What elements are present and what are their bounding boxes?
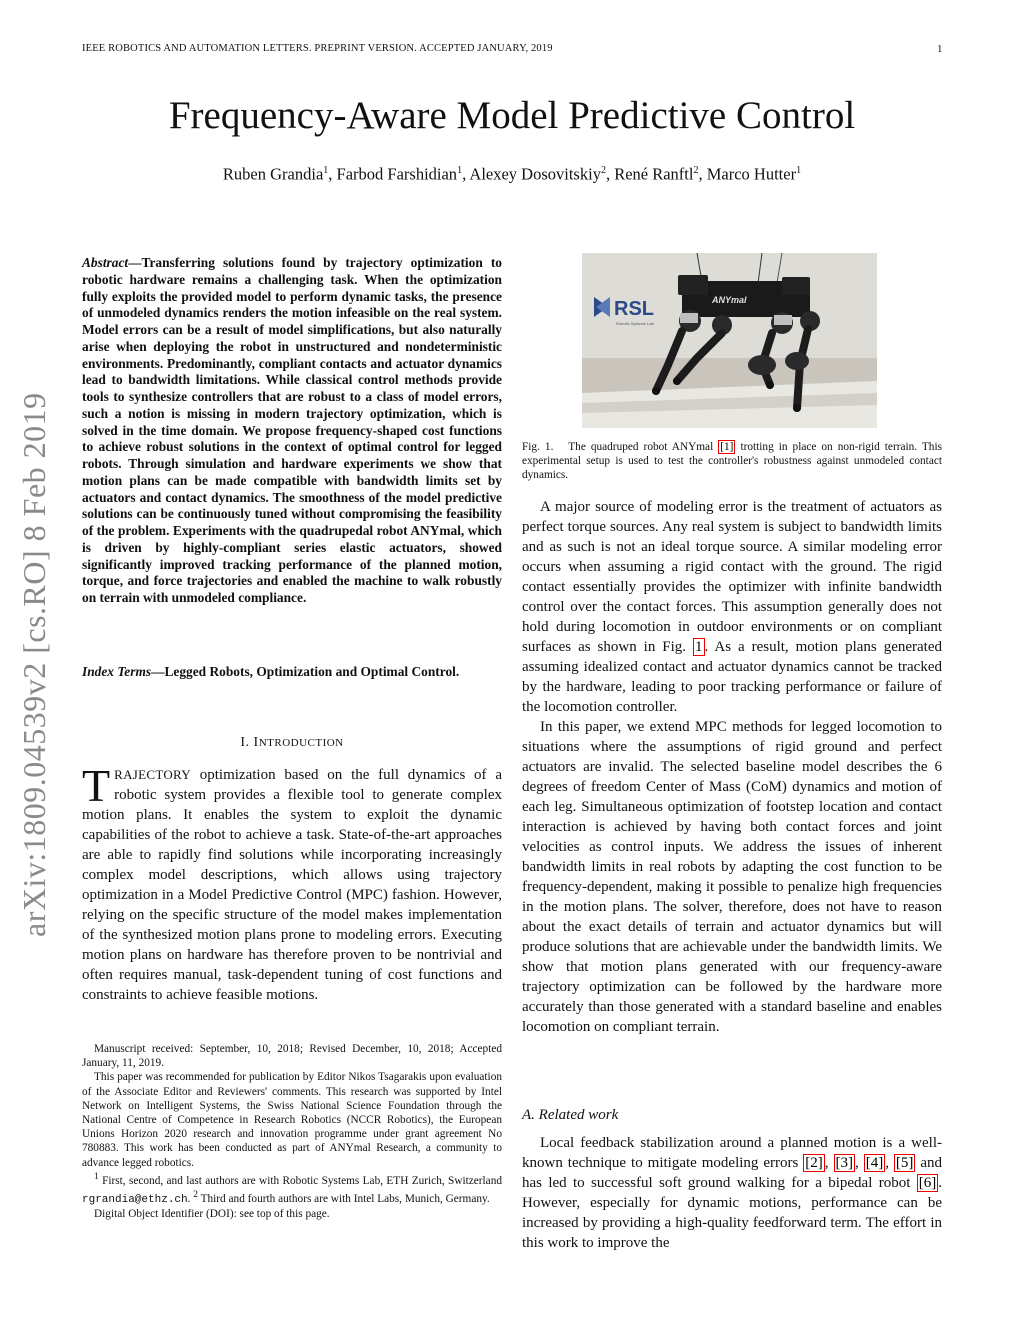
paragraph: A major source of modeling error is the treatment of actuators as perfect torque sources. Any real system is subject to bandwidth limits and as such is not an ideal torque source. A similar modeling error occurs when assuming a rigid contact with the ground. The rigid contact essentially provides the optimizer with infinite bandwidth control over the contact forces. This assumption generally does not hold during locomotion in outdoor environments or on compliant surfaces as shown in Fig. 1 . As a result, motion plans generated assuming idealized contact and actuator dynamics cannot be tracked by the hardware, leading to poor tracking performance or failure of the locomotion controller. <box>522 499 942 715</box>
footnotes <box>82 1042 502 1221</box>
footnote-doi: Digital Object Identifier (DOI): see top of this page. <box>94 1207 330 1220</box>
footnote-received: Manuscript received: September, 10, 2018; Revised December, 10, 2018; Accepted January, 11, 2019. <box>82 1043 502 1070</box>
abstract-label: Abstract <box>82 255 129 270</box>
citation-link[interactable]: [1] <box>720 441 734 453</box>
figure-ref-link[interactable]: 1 <box>695 639 703 655</box>
abstract <box>82 255 502 607</box>
citation-link[interactable]: [4] <box>865 1155 884 1171</box>
index-terms-text: —Legged Robots, Optimization and Optimal Control. <box>151 664 460 679</box>
running-header: IEEE ROBOTICS AND AUTOMATION LETTERS. PREPRINT VERSION. ACCEPTED JANUARY, 2019 <box>82 43 553 54</box>
arxiv-stamp: arXiv:1809.04539v2 [cs.RO] 8 Feb 2019 <box>16 392 52 937</box>
abstract-text: —Transferring solutions found by trajectory optimization to robotic hardware remains a challenging task. When the optimization fully exploits the provided model to perform dynamic tasks, the presence of unmodeled dynamics renders the motion infeasible on the real system. Model errors can be a result of model simplifications, but also naturally arise when deploying the robot in unstructured and nondeterministic environments. Predominantly, compliant contacts and actuator dynamics lead to bandwidth limitations. While classical control methods provide tools to synthesize controllers that are robust to a class of model errors, such a notion is missing in modern trajectory optimization, which is solved in the time domain. We propose frequency-shaped cost functions to achieve robust solutions in the context of optimal control for legged robots. Through simulation and hardware experiments we show that motion plans can be made compatible with bandwidth limits set by actuators and contact dynamics. The smoothness of the model predictive solutions can be continuously tuned without compromising the feasibility of the problem. Experiments with the quadrupedal robot ANYmal, which is driven by highly-compliant series elastic actuators, showed significantly improved tracking performance of the planned motion, torque, and force trajectories and enabled the machine to walk robustly on terrain with unmodeled compliance. <box>82 255 502 605</box>
affiliation-mark: 1 <box>796 165 802 176</box>
citation-link[interactable]: [3] <box>835 1155 853 1171</box>
index-terms-label: Index Terms <box>82 664 152 679</box>
svg-text:Robotic Systems Lab: Robotic Systems Lab <box>616 321 654 326</box>
author: Alexey Dosovitskiy <box>469 164 601 184</box>
author: Ruben Grandia <box>222 164 324 184</box>
author-list: Ruben Grandia$^1$, Farbod Farshidian$^1$, Alexey Dosovitskiy$^2$, René Ranftl$^2$, Marco Hutter$^1$ <box>222 164 802 184</box>
paper-title: Frequency-Aware Model Predictive Control <box>168 94 856 137</box>
robot-label: ANYmal <box>712 295 747 305</box>
robot-photo-illustration <box>582 253 877 428</box>
citation-link[interactable]: [6] <box>918 1175 937 1191</box>
affiliation-mark: 1 <box>457 165 463 176</box>
footnote-affiliations: $^1$ First, second, and last authors are with Robotic Systems Lab, ETH Zurich, Switzerland rgrandia@ethz.ch. $^2$ Third and fourth authors are with Intel Labs, Munich, Germany. <box>82 1171 502 1206</box>
drop-cap: T <box>82 760 111 811</box>
section-heading-introduction: I. INTRODUCTION <box>240 735 344 750</box>
figure-caption: Fig. 1. The quadruped robot ANYmal [1] trotting in place on non-rigid terrain. This experimental setup is used to test the controller's robustness against unmodeled contact dynamics. <box>522 441 942 481</box>
footnote-recommended: This paper was recommended for publication by Editor Nikos Tsagarakis upon evaluation of the Associate Editor and Reviewers' comments. This research was supported by Intel Network on Intelligent Systems, the Swiss National Science Foundation through the National Centre of Competence in Research Robotics (NCCR Robotics), the European Unions Horizon 2020 research and innovation programme under grant agreement No 780883. This work has been conducted as part of ANYmal Research, a community to advance legged robotics. <box>82 1071 502 1169</box>
citation-link[interactable]: [5] <box>895 1155 914 1171</box>
affiliation-mark: 2 <box>693 165 699 176</box>
affiliation-mark: 2 <box>600 165 606 176</box>
right-column-body <box>522 497 942 1037</box>
author: René Ranftl <box>614 164 694 184</box>
paragraph: In this paper, we extend MPC methods for legged locomotion to situations where the assumptions of rigid ground and perfect actuators are invalid. The selected baseline model describes the 6 degrees of freedom Center of Mass (CoM) dynamics and motion of each leg. Simultaneous optimization of footstep location and contact interaction is achieved by having both contact forces and joint velocities as control inputs. We address the issues of inherent bandwidth limits in real robots by adapting the cost function to be frequency-dependent, making it possible to penalize high frequencies in the motion plans. The solver, therefore, does not have to reason about the exact details of terrain and actuator dynamics but will produce solutions that are achievable under the bandwidth limits. We show that motion plans generated with our frequency-aware trajectory optimization can be followed by the hardware more accurately than those generated with a standard baseline and enables locomotion on compliant terrain. <box>522 719 942 1035</box>
svg-text:RSL: RSL <box>614 298 654 320</box>
author: Marco Hutter <box>706 164 797 184</box>
figure-robot-photo <box>582 253 877 428</box>
related-work-paragraph: Local feedback stabilization around a planned motion is a well-known technique to mitigate modeling errors [2] , [3] , [4] , [5] and has led to successful soft ground walking for a bipedal robot [6] . However, especially for dynamic motions, performance can be increased by providing a high-quality feedforward term. The effort in this work to improve the <box>522 1135 943 1251</box>
subsection-heading-related-work: A. Related work <box>522 1107 619 1123</box>
citation-link[interactable]: [2] <box>805 1155 823 1171</box>
affiliation-mark: 1 <box>323 165 329 176</box>
page-number: 1 <box>937 43 943 55</box>
introduction-paragraph: TRAJECTORY optimization based on the full dynamics of a robotic system provides a flexible tool to generate complex motion plans. It enables the system to exploit the dynamic capabilities of the robot to achieve a task. State-of-the-art approaches are able to rapidly find solutions while incorporating increasingly complex model descriptions, which allows using trajectory optimization in a Model Predictive Control (MPC) fashion. However, relying on the specific structure of the model makes implementation of the synthesized motion plans prone to modeling errors. Executing motion plans on hardware has therefore proven to be nontrivial and often requires manual, task-dependent tuning of cost functions and constraints to achieve feasible motions. <box>82 760 502 1003</box>
author: Farbod Farshidian <box>336 164 458 184</box>
email-link[interactable]: rgrandia@ethz.ch <box>82 1193 188 1206</box>
index-terms <box>82 664 502 681</box>
